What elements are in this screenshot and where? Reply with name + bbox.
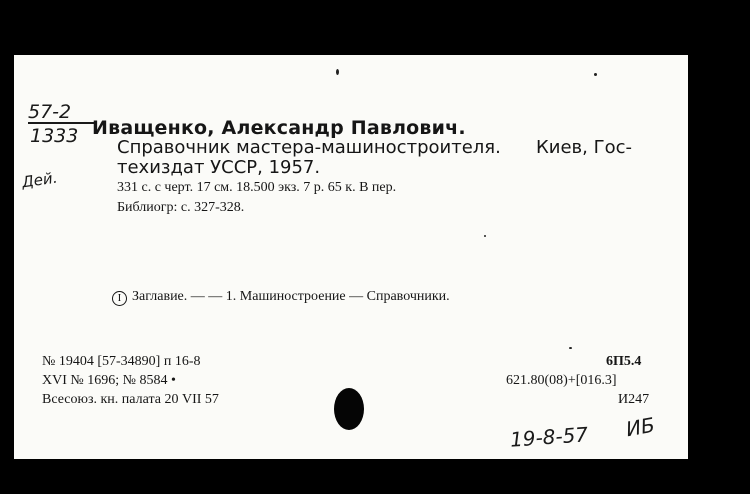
- ink-speck: [336, 69, 339, 75]
- author-heading: Иващенко, Александр Павлович.: [92, 117, 466, 139]
- ink-speck: [484, 235, 486, 237]
- collation-line: 331 с. с черт. 17 см. 18.500 экз. 7 р. 65 к. В пер.: [117, 180, 397, 195]
- imprint-city: Киев, Гос-: [536, 137, 632, 158]
- catalog-card: [14, 55, 688, 459]
- shelfmark-divider: [28, 122, 94, 124]
- handwritten-scribble: Дей.: [20, 168, 59, 192]
- card-number-line: № 19404 [57-34890] п 16-8: [42, 354, 201, 369]
- handwritten-initials: ИБ: [624, 412, 657, 442]
- tracing-marker-circle: I: [112, 291, 127, 306]
- registry-line: XVI № 1696; № 8584 •: [42, 373, 176, 388]
- handwritten-date: 19-8-57: [509, 422, 589, 452]
- chamber-line: Всесоюз. кн. палата 20 VII 57: [42, 392, 219, 407]
- ink-blot: [334, 388, 364, 430]
- udc-code: 621.80(08)+[016.3]: [506, 373, 617, 388]
- ink-speck: [594, 73, 597, 76]
- tracings-line: [112, 290, 450, 306]
- shelfmark-top: 57-2: [28, 101, 72, 123]
- title-line-1: Справочник мастера-машиностроителя.: [117, 137, 501, 158]
- ink-speck: [569, 347, 572, 349]
- bibliography-note: Библиогр: с. 327-328.: [117, 200, 245, 215]
- tracings-text: Заглавие. — — 1. Машиностроение — Справочники.: [132, 289, 450, 304]
- shelfmark-bottom: 1333: [30, 125, 79, 147]
- classification-code: 6П5.4: [606, 354, 642, 369]
- author-mark: И247: [618, 392, 650, 407]
- title-line-2: техиздат УССР, 1957.: [117, 157, 321, 178]
